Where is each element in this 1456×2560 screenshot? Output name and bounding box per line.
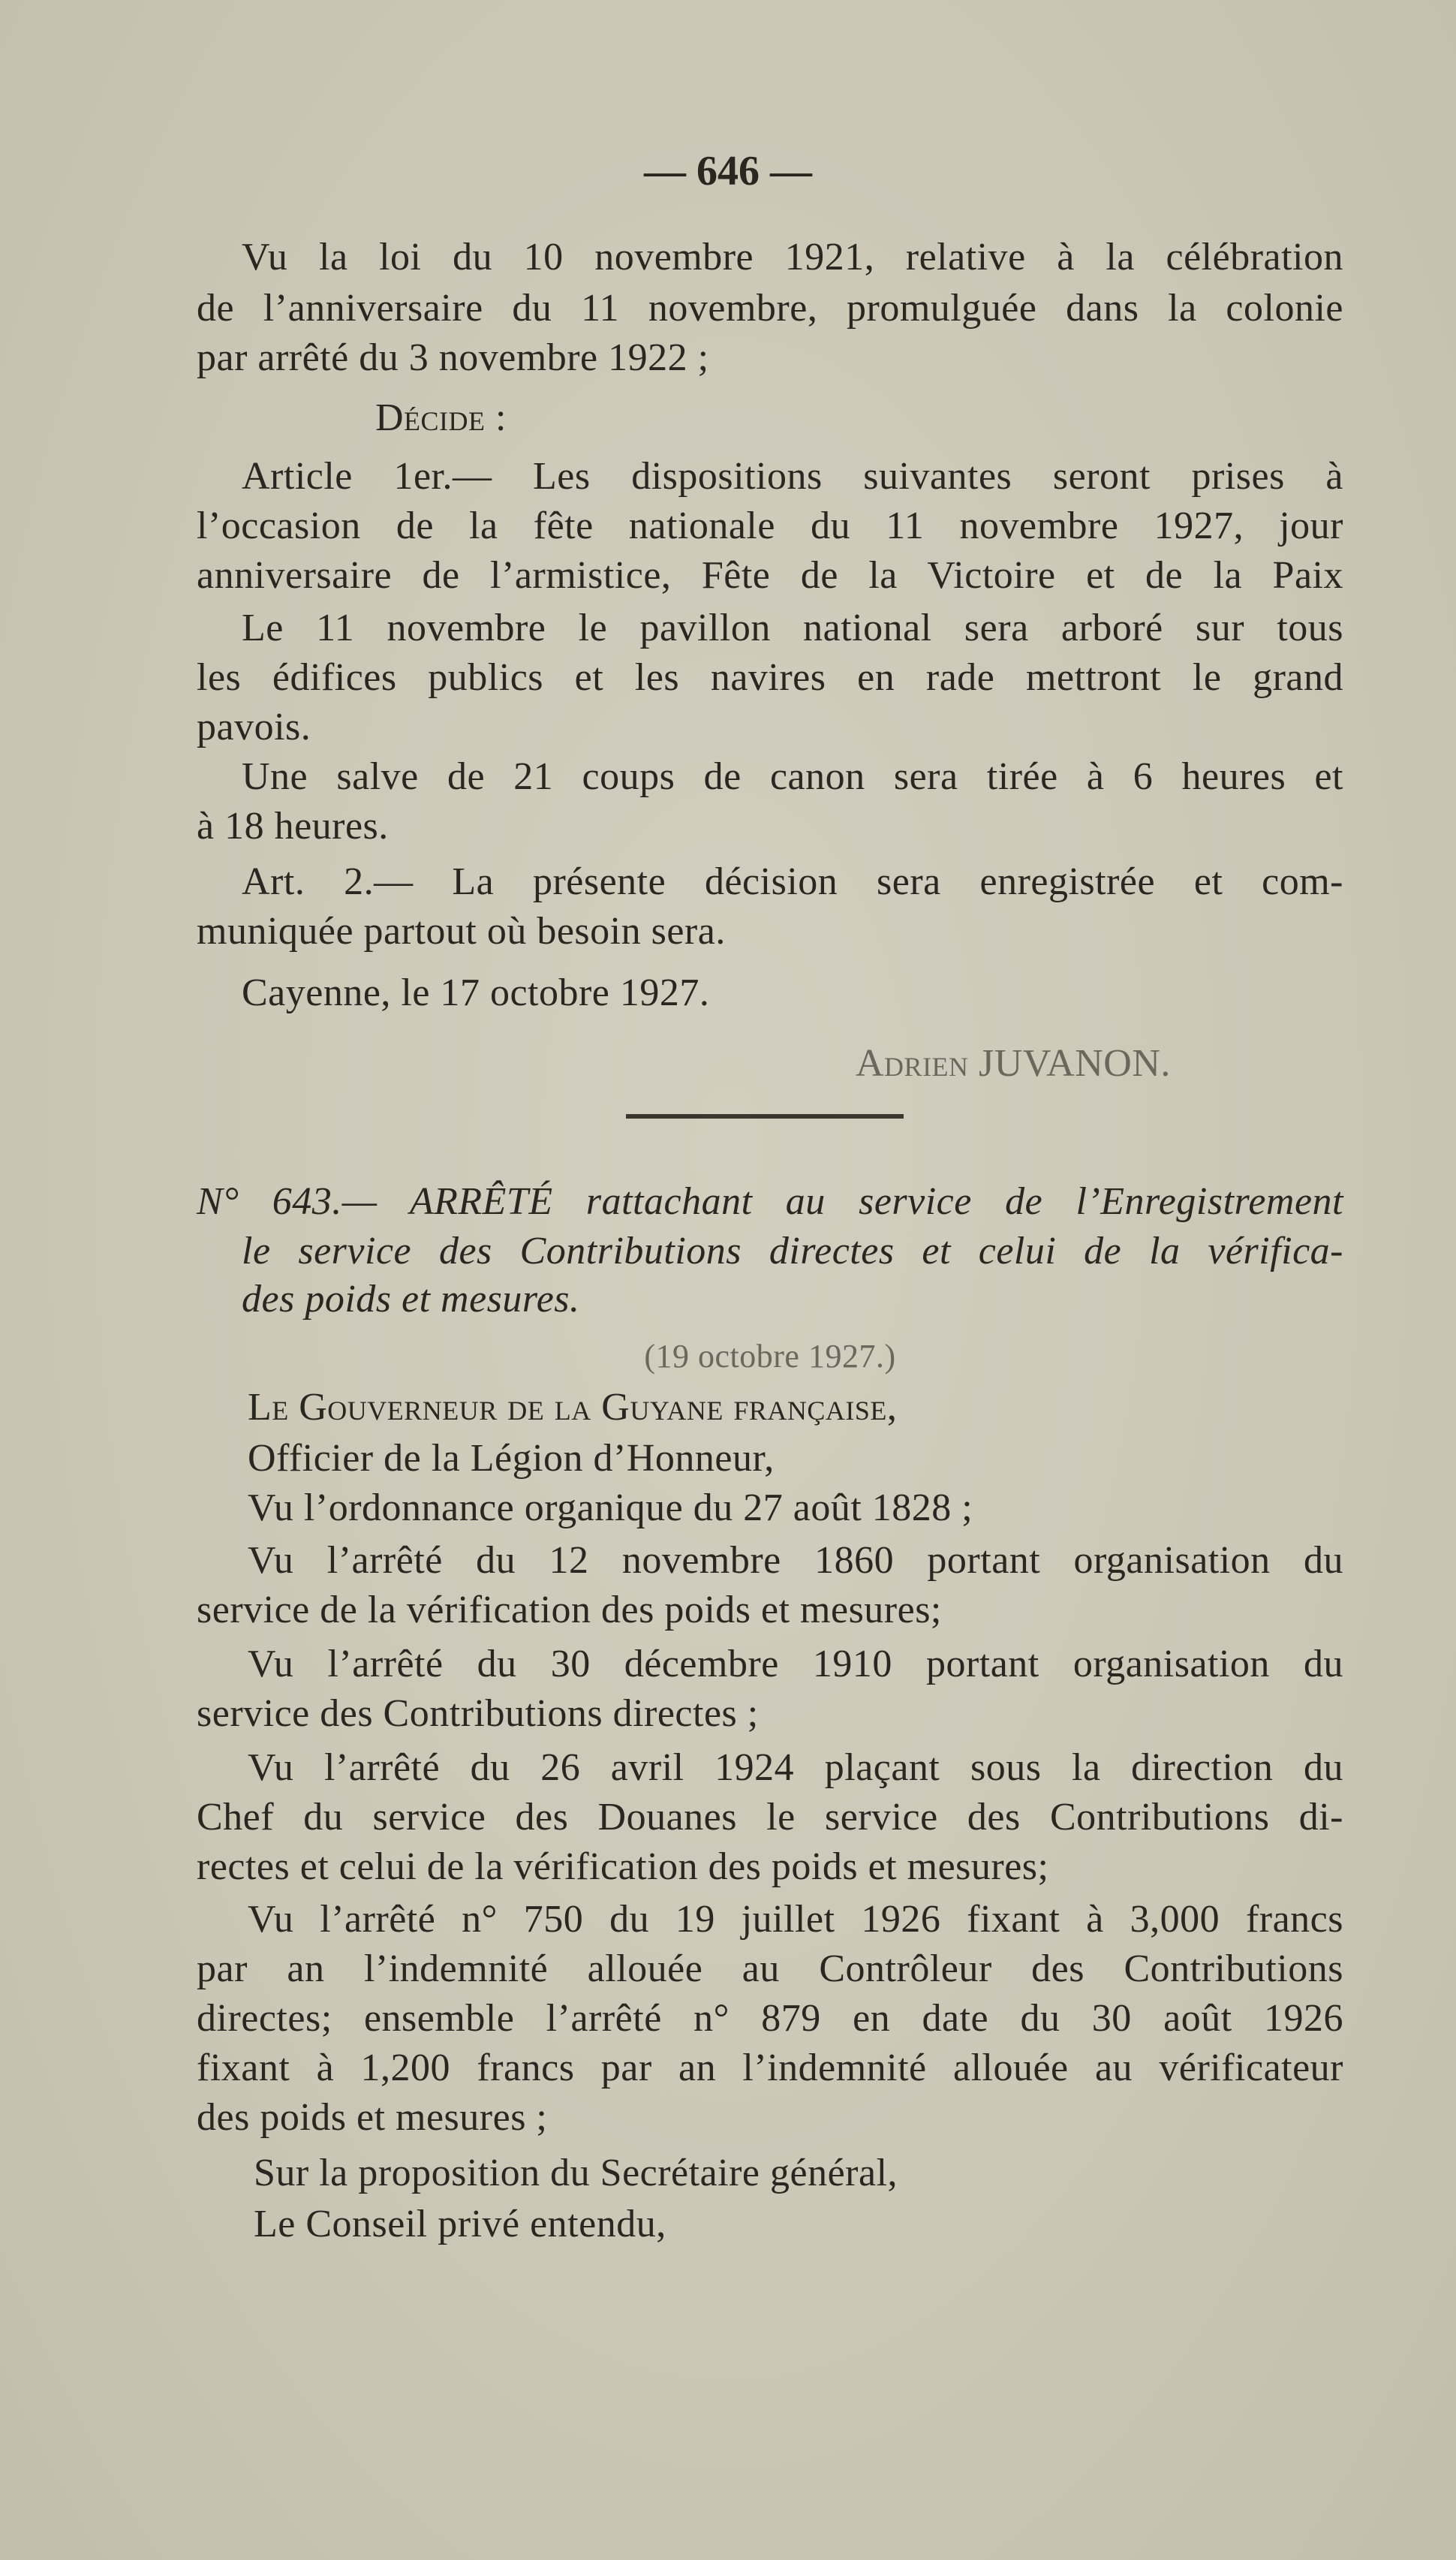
vu-ordonnance-line: Vu l’ordonnance organique du 27 août 1828 ; bbox=[248, 1486, 973, 1529]
gouverneur-line: Le Gouverneur de la Guyane française, bbox=[248, 1386, 898, 1429]
officier-line: Officier de la Légion d’Honneur, bbox=[248, 1437, 775, 1480]
vu-750-line-4: fixant à 1,200 francs par an l’indemnité allouée au vérificateur bbox=[197, 2046, 1343, 2089]
vu-1924-line-3: rectes et celui de la vérification des poids et mesures; bbox=[197, 1845, 1049, 1888]
article2-line-2: muniquée partout où besoin sera. bbox=[197, 910, 726, 953]
article1-line-2: l’occasion de la fête nationale du 11 novembre 1927, jour bbox=[197, 504, 1343, 547]
article2-line-1: Art. 2.— La présente décision sera enregistrée et com- bbox=[242, 860, 1343, 903]
vu-750-line-2: par an l’indemnité allouée au Contrôleur des Contributions bbox=[197, 1947, 1343, 1990]
vu-loi-line-2: de l’anniversaire du 11 novembre, promulguée dans la colonie bbox=[197, 287, 1343, 330]
salve-line-1: Une salve de 21 coups de canon sera tirée à 6 heures et bbox=[242, 755, 1343, 798]
signature: Adrien JUVANON. bbox=[856, 1042, 1171, 1085]
pavillon-line-3: pavois. bbox=[197, 706, 311, 748]
vu-1924-line-2: Chef du service des Douanes le service des Contributions di- bbox=[197, 1796, 1343, 1839]
vu-750-line-5: des poids et mesures ; bbox=[197, 2096, 548, 2139]
arrete-date: (19 octobre 1927.) bbox=[644, 1338, 896, 1375]
vu-1924-line-1: Vu l’arrêté du 26 avril 1924 plaçant sous la direction du bbox=[248, 1746, 1343, 1789]
vu-750-line-3: directes; ensemble l’arrêté n° 879 en date du 30 août 1926 bbox=[197, 1997, 1343, 2040]
arrete-title-line-2: le service des Contributions directes et celui de la vérifica- bbox=[242, 1230, 1343, 1272]
arrete-title-line-3: des poids et mesures. bbox=[242, 1278, 580, 1321]
date-place: Cayenne, le 17 octobre 1927. bbox=[242, 971, 710, 1014]
vu-1910-line-1: Vu l’arrêté du 30 décembre 1910 portant organisation du bbox=[248, 1643, 1343, 1685]
vu-1860-line-2: service de la vérification des poids et mesures; bbox=[197, 1589, 942, 1631]
vu-750-line-1: Vu l’arrêté n° 750 du 19 juillet 1926 fixant à 3,000 francs bbox=[248, 1898, 1343, 1941]
section-divider bbox=[626, 1114, 904, 1119]
salve-line-2: à 18 heures. bbox=[197, 805, 389, 848]
vu-loi-line-3: par arrêté du 3 novembre 1922 ; bbox=[197, 336, 709, 379]
vu-loi-line-1: Vu la loi du 10 novembre 1921, relative à la célébration bbox=[242, 236, 1343, 279]
conseil-line: Le Conseil privé entendu, bbox=[254, 2203, 666, 2245]
pavillon-line-2: les édifices publics et les navires en rade mettront le grand bbox=[197, 656, 1343, 699]
arrete-title-line-1: N° 643.— ARRÊTÉ rattachant au service de l’Enregistrement bbox=[197, 1180, 1343, 1223]
decide-heading: Décide : bbox=[375, 396, 507, 439]
page-number: — 646 — bbox=[644, 148, 812, 194]
article1-line-3: anniversaire de l’armistice, Fête de la Victoire et de la Paix bbox=[197, 554, 1343, 597]
vu-1860-line-1: Vu l’arrêté du 12 novembre 1860 portant organisation du bbox=[248, 1539, 1343, 1582]
vu-1910-line-2: service des Contributions directes ; bbox=[197, 1692, 759, 1735]
article1-line-1: Article 1er.— Les dispositions suivantes seront prises à bbox=[242, 455, 1343, 498]
proposition-line: Sur la proposition du Secrétaire général, bbox=[254, 2152, 898, 2194]
pavillon-line-1: Le 11 novembre le pavillon national sera arboré sur tous bbox=[242, 607, 1343, 649]
